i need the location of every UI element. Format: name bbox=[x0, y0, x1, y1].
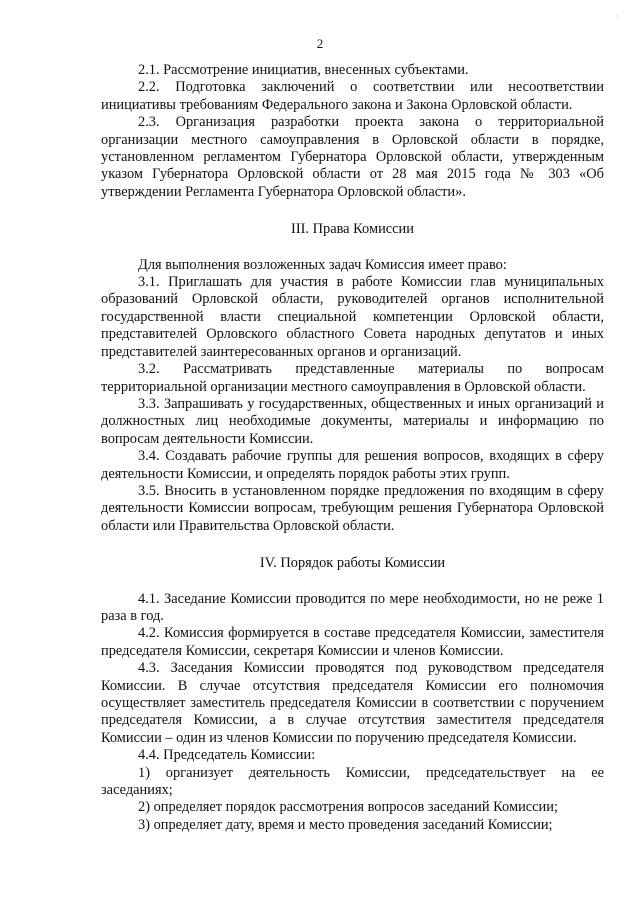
paragraph-2-3: 2.3. Организация разработки проекта закона о территориальной организации местного самоуправления в Орловской области в порядке, установленном регламентом Губернатора Орловской области, утвержденным указом Губернатора Орловской области от 28 мая 2015 года № 303 «Об утверждении Регламента Губернатора Орловской области». bbox=[101, 114, 604, 200]
paragraph-4-2: 4.2. Комиссия формируется в составе председателя Комиссии, заместителя председателя Комиссии, секретаря Комиссии и членов Комиссии. bbox=[101, 625, 604, 659]
paragraph-3-1: 3.1. Приглашать для участия в работе Комиссии глав муниципальных образований Орловской области, руководителей органов исполнительной государственной власти специальной компетенции Орловской области, представителей Орловского областного Совета народных депутатов и иных представителей заинтересованных органов и организаций. bbox=[101, 274, 604, 360]
section-3-intro: Для выполнения возложенных задач Комиссия имеет право: bbox=[138, 256, 507, 273]
spacer bbox=[101, 239, 604, 257]
paragraph-3-3: 3.3. Запрашивать у государственных, общественных и иных организаций и должностных лиц необходимые документы, материалы и информацию по вопросам деятельности Комиссии. bbox=[101, 395, 604, 447]
spacer bbox=[101, 201, 604, 221]
paragraph-3-2: 3.2. Рассматривать представленные материалы по вопросам территориальной организации местного самоуправления в Орловской области. bbox=[101, 361, 604, 395]
scan-mark: · bbox=[615, 12, 618, 21]
page-number: 2 bbox=[316, 36, 324, 51]
paragraph-4-1: 4.1. Заседание Комиссии проводится по мере необходимости, но не реже 1 раза в год. bbox=[101, 590, 604, 624]
paragraph-3-4: 3.4. Создавать рабочие группы для решения вопросов, входящих в сферу деятельности Комиссии, и определять порядок работы этих групп. bbox=[101, 448, 604, 482]
list-item-2: 2) определяет порядок рассмотрения вопросов заседаний Комиссии; bbox=[138, 799, 558, 816]
paragraph-2-1: 2.1. Рассмотрение инициатив, внесенных субъектами. bbox=[138, 62, 469, 78]
paragraph-4-3: 4.3. Заседания Комиссии проводятся под руководством председателя Комиссии. В случае отсутствия председателя Комиссии его полномочия осуществляет заместитель председателя Комиссии в соответствии с поручением председателя Комиссии, а в случае отсутствия заместителя председателя Комиссии – один из членов Комиссии по поручению председателя Комиссии. bbox=[101, 660, 604, 746]
section-heading-3: III. Права Комиссии bbox=[291, 221, 414, 238]
spacer bbox=[101, 573, 604, 591]
paragraph-3-5: 3.5. Вносить в установленном порядке предложения по входящим в сферу деятельности Комиссии вопросам, требующим решения Губернатора Орловской области или Правительства Орловской области. bbox=[101, 482, 604, 534]
paragraph-4-4: 4.4. Председатель Комиссии: bbox=[138, 747, 316, 764]
list-item-3: 3) определяет дату, время и место проведения заседаний Комиссии; bbox=[138, 816, 553, 833]
document-body bbox=[101, 62, 604, 834]
list-item-1: 1) организует деятельность Комиссии, председательствует на ее заседаниях; bbox=[101, 764, 604, 799]
spacer bbox=[101, 535, 604, 555]
section-heading-4: IV. Порядок работы Комиссии bbox=[259, 555, 446, 572]
paragraph-2-2: 2.2. Подготовка заключений о соответствии или несоответствии инициативы требованиям Федерального закона и Закона Орловской области. bbox=[101, 79, 604, 113]
